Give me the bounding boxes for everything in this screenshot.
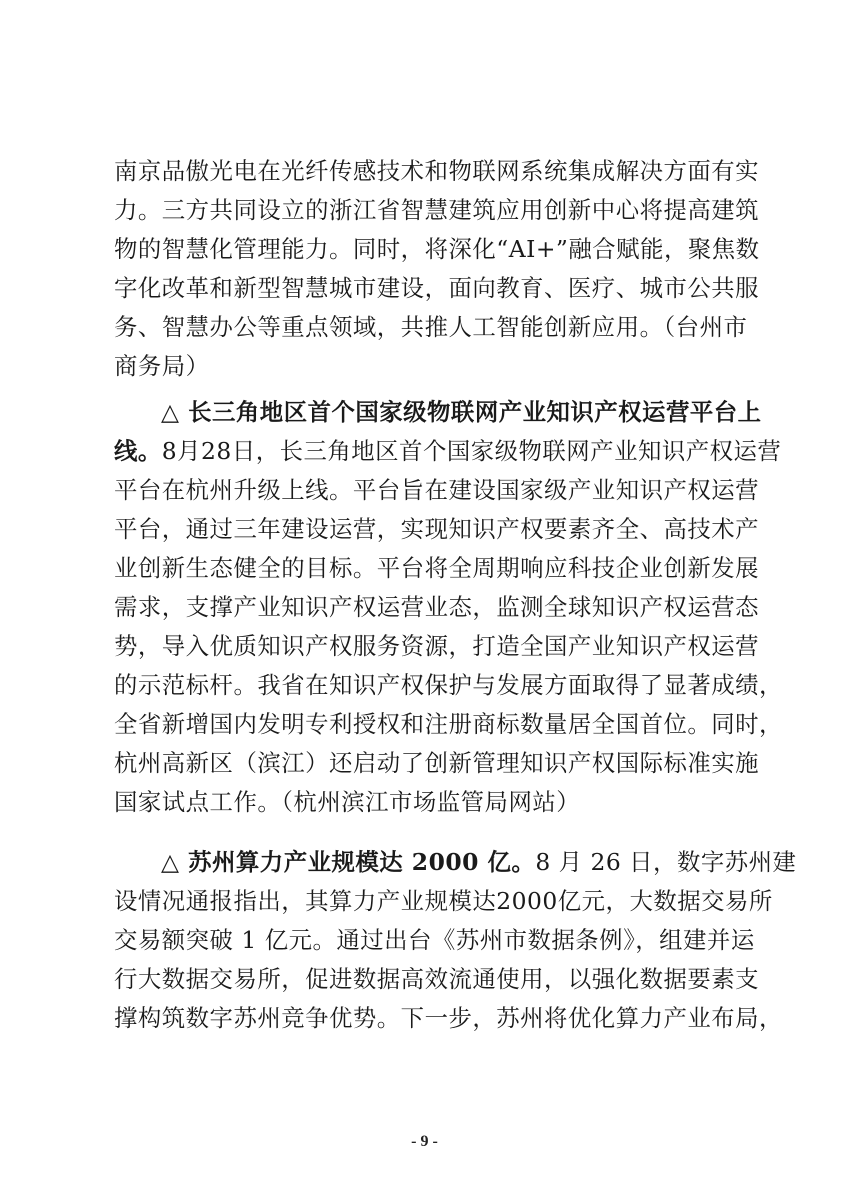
paragraph-smart-building <box>114 152 760 386</box>
text-line <box>114 432 782 471</box>
text-line: 需求，支撑产业知识产权运营业态，监测全球知识产权运营态 <box>114 593 760 621</box>
paragraph-iot-ip-platform <box>114 393 783 822</box>
text-line: 平台在杭州升级上线。平台旨在建设国家级产业知识产权运营 <box>114 476 760 504</box>
text-line: 商务局） <box>114 352 210 380</box>
text-line: 国家试点工作。（杭州滨江市场监管局网站） <box>114 788 581 816</box>
text-line: 平台，通过三年建设运营，实现知识产权要素齐全、高技术产 <box>114 515 760 543</box>
text-line: 南京品傲光电在光纤传感技术和物联网系统集成解决方面有实 <box>114 157 760 185</box>
news-heading: △ 苏州算力产业规模达 2000 亿。 <box>161 848 536 876</box>
text-line: 务、智慧办公等重点领域，共推人工智能创新应用。（台州市 <box>114 313 748 341</box>
text-line: 势，导入优质知识产权服务资源，打造全国产业知识产权运营 <box>114 632 760 660</box>
text-run: 8 月 26 日，数字苏州建 <box>535 848 797 876</box>
text-line: 字化改革和新型智慧城市建设，面向教育、医疗、城市公共服 <box>114 274 760 302</box>
text-line: 撑构筑数字苏州竞争优势。下一步，苏州将优化算力产业布局， <box>114 1004 783 1032</box>
text-line: 的示范标杆。我省在知识产权保护与发展方面取得了显著成绩， <box>114 671 783 699</box>
text-line: 力。三方共同设立的浙江省智慧建筑应用创新中心将提高建筑 <box>114 196 760 224</box>
text-line: 业创新生态健全的目标。平台将全周期响应科技企业创新发展 <box>114 554 760 582</box>
text-line: 行大数据交易所，促进数据高效流通使用，以强化数据要素支 <box>114 965 760 993</box>
text-line: 设情况通报指出，其算力产业规模达2000亿元，大数据交易所 <box>114 887 773 915</box>
text-line: 全省新增国内发明专利授权和注册商标数量居全国首位。同时， <box>114 710 783 738</box>
text-line: 杭州高新区（滨江）还启动了创新管理知识产权国际标准实施 <box>114 749 760 777</box>
news-heading-end: 线。 <box>114 437 162 465</box>
text-line: 物的智慧化管理能力。同时，将深化“AI+”融合赋能，聚焦数 <box>114 235 760 263</box>
paragraph-suzhou-computing <box>114 843 797 1038</box>
text-line: 交易额突破 1 亿元。通过出台《苏州市数据条例》，组建并运 <box>114 926 755 954</box>
text-line <box>114 843 797 882</box>
page-number: - 9 - <box>411 1133 438 1150</box>
text-run: 8月28日，长三角地区首个国家级物联网产业知识产权运营 <box>161 437 782 465</box>
news-heading: △ 长三角地区首个国家级物联网产业知识产权运营平台上 <box>161 398 762 426</box>
